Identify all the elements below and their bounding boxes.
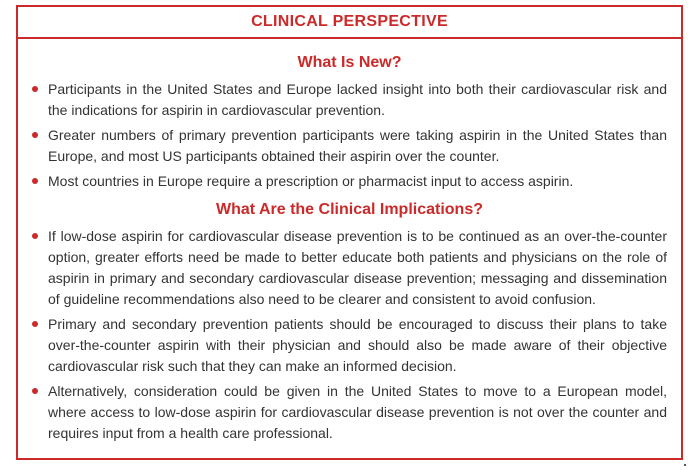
section-title-what-is-new: What Is New? <box>297 54 402 71</box>
bullet-dot-icon <box>32 86 38 92</box>
list-item-text: Alternatively, consideration could be given in the United States to move to a European model, where access to low-dose aspirin for cardiovascular disease prevention is not over the counter and requires input from a health care professional. <box>48 383 667 441</box>
list-item-text: Greater numbers of primary prevention participants were taking aspirin in the United States than Europe, and most US participants obtained their aspirin over the counter. <box>48 127 667 164</box>
list-item <box>32 314 667 377</box>
list-item <box>32 79 667 121</box>
bullet-dot-icon <box>32 132 38 138</box>
box-title: CLINICAL PERSPECTIVE <box>251 13 448 30</box>
clinical-perspective-box <box>16 5 683 460</box>
bullet-dot-icon <box>32 233 38 239</box>
section-title-clinical-implications: What Are the Clinical Implications? <box>216 201 483 218</box>
list-item-text: Participants in the United States and Europe lacked insight into both their cardiovascular risk and the indications for aspirin in cardiovascular prevention. <box>48 81 667 118</box>
bullet-dot-icon <box>32 321 38 327</box>
list-item-text: Primary and secondary prevention patients should be encouraged to discuss their plans to take over-the-counter aspirin with their physician and should also be made aware of their objective cardiovascular risk such that they can make an informed decision. <box>48 316 667 374</box>
clinical-implications-list <box>18 226 681 444</box>
corner-dot <box>684 464 686 466</box>
list-item-text: Most countries in Europe require a prescription or pharmacist input to access aspirin. <box>48 173 574 189</box>
list-item <box>32 226 667 310</box>
list-item <box>32 171 667 192</box>
box-header <box>18 7 681 39</box>
bullet-dot-icon <box>32 388 38 394</box>
bullet-dot-icon <box>32 178 38 184</box>
what-is-new-list <box>18 79 681 192</box>
list-item <box>32 381 667 444</box>
list-item-text: If low-dose aspirin for cardiovascular disease prevention is to be continued as an over-the-counter option, greater efforts need be made to better educate both patients and physicians on the role of aspirin in primary and secondary cardiovascular disease prevention; messaging and dissemination of guideline recommendations also need to be clearer and consistent to avoid confusion. <box>48 228 667 307</box>
list-item <box>32 125 667 167</box>
